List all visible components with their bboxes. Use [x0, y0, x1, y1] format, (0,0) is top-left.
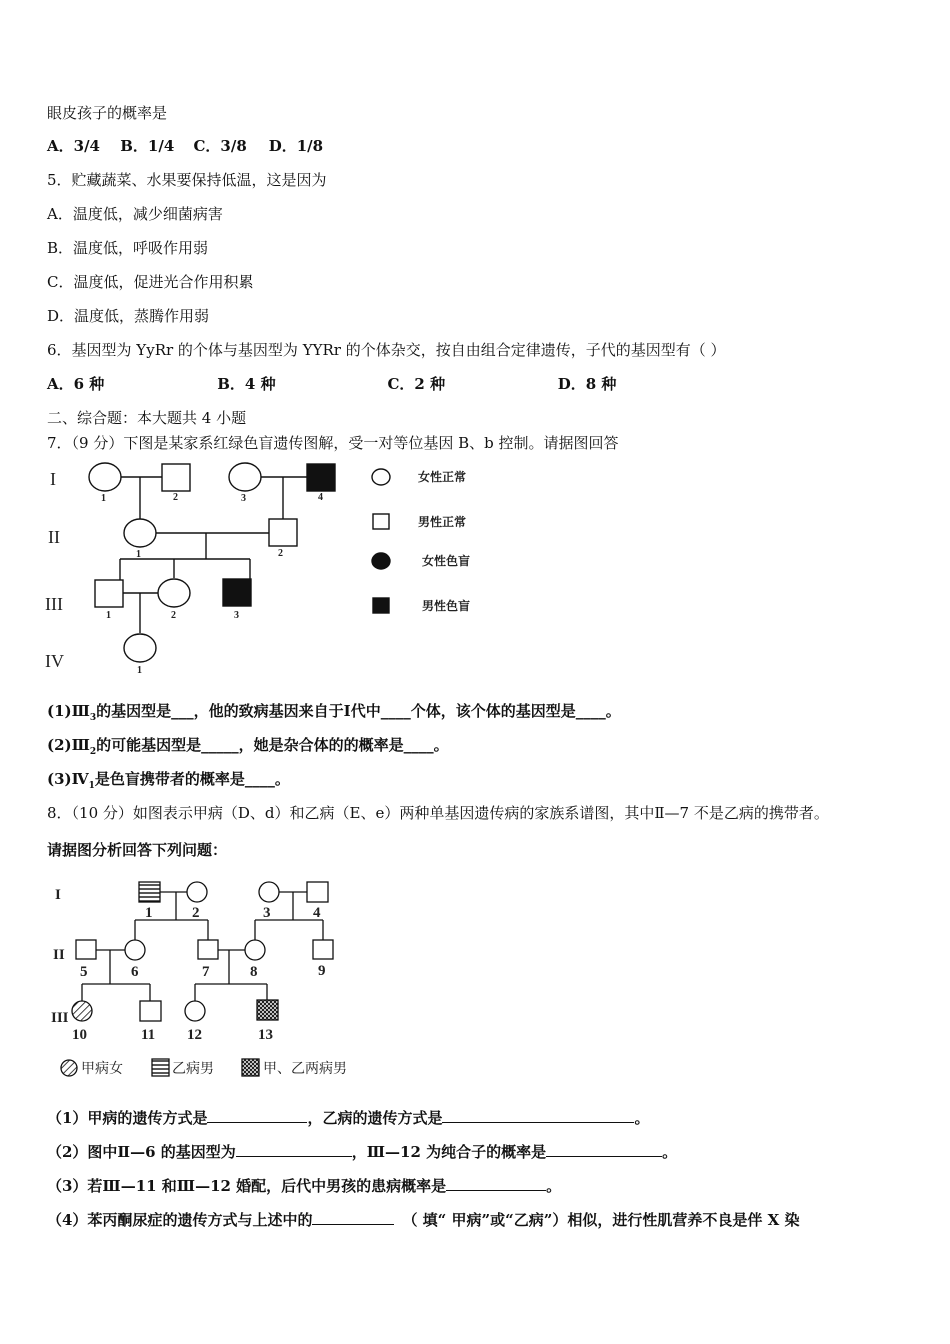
- q8-label-9: 9: [318, 963, 326, 979]
- q8-iii12-female-normal: [185, 1001, 205, 1021]
- q8-ii5-male-normal: [76, 940, 96, 959]
- q8-ii7-male-normal: [198, 940, 218, 959]
- q7-i1-female-normal: [89, 463, 121, 491]
- q8-label-12: 12: [187, 1027, 202, 1043]
- q7-label-i4: 4: [318, 492, 323, 503]
- q7-legend-male-colorblind: 男性色盲: [422, 599, 471, 613]
- q7-legend-female-normal: 女性正常: [418, 470, 467, 484]
- q7-legend-male-colorblind-icon: [373, 598, 389, 613]
- q7-iv1-female-normal: [124, 634, 156, 662]
- q7-sub3-subscript: 1: [88, 781, 95, 791]
- q5-stem: 5．贮藏蔬菜、水果要保持低温，这是因为: [47, 171, 327, 189]
- q8-sub4-blank[interactable]: [312, 1210, 394, 1225]
- q8-label-11: 11: [141, 1027, 156, 1043]
- q8-sub2-blank2[interactable]: [546, 1142, 662, 1157]
- q8-legend-both-male-icon: [242, 1059, 259, 1076]
- q8-label-5: 5: [80, 964, 88, 980]
- q4-option-d: D．1/8: [268, 137, 324, 155]
- q8-sub3-b: 。: [546, 1177, 562, 1195]
- q8-stem2: 请据图分析回答下列问题：: [47, 841, 228, 859]
- q8-sub3-a: （3）若Ⅲ—11 和Ⅲ—12 婚配，后代中男孩的患病概率是: [47, 1177, 447, 1195]
- q6-option-a: A．6 种: [47, 375, 105, 393]
- q7-pedigree: [40, 455, 520, 685]
- q8-sub2-a: （2）图中Ⅱ—6 的基因型为: [47, 1143, 236, 1161]
- q8-legend-disease-b-male-icon: [152, 1059, 169, 1076]
- q6-option-b: B．4 种: [217, 375, 276, 393]
- q8-stem: 8．（10 分）如图表示甲病（D、d）和乙病（E、e）两种单基因遗传病的家族系谱图，其中Ⅱ—7 不是乙病的携带者。: [47, 804, 829, 822]
- q7-ii2-male-normal: [269, 519, 297, 546]
- q8-sub3-blank[interactable]: [446, 1176, 546, 1191]
- q7-legend-female-colorblind-icon: [372, 553, 390, 569]
- q8-label-10: 10: [72, 1027, 87, 1043]
- q7-legend-male-normal-icon: [373, 514, 389, 529]
- q7-label-iv1: 1: [137, 665, 142, 676]
- q4-option-c: C．3/8: [193, 137, 247, 155]
- q8-i2-female-normal: [187, 882, 207, 902]
- q8-label-1: 1: [145, 905, 153, 921]
- q8-sub2-c: 。: [662, 1143, 678, 1161]
- q8-pedigree: [45, 872, 375, 1087]
- q6-options: [47, 374, 616, 394]
- q8-iii10-female-disease-a: [72, 1001, 92, 1021]
- q7-i2-male-normal: [162, 464, 190, 491]
- q8-i4-male-normal: [307, 882, 328, 902]
- q7-i3-female-normal: [229, 463, 261, 491]
- q7-iii3-male-colorblind: [223, 579, 251, 606]
- q8-gen-ii: II: [53, 947, 65, 963]
- q8-label-8: 8: [250, 964, 258, 980]
- q8-ii9-male-normal: [313, 940, 333, 959]
- q7-label-iii1: 1: [106, 610, 111, 621]
- q4-stem-tail: 眼皮孩子的概率是: [47, 104, 168, 122]
- q8-iii11-male-normal: [140, 1001, 161, 1021]
- q8-label-6: 6: [131, 964, 139, 980]
- q8-sub2-blank1[interactable]: [236, 1142, 352, 1157]
- q8-iii13-male-both-diseases: [257, 1000, 278, 1020]
- q7-legend-female-normal-icon: [372, 469, 390, 485]
- q4-options: [47, 136, 323, 156]
- q7-sub3: [47, 769, 290, 796]
- q8-sub1-b: ，乙病的遗传方式是: [307, 1109, 443, 1127]
- q7-sub1: [47, 701, 621, 728]
- q7-sub2: [47, 735, 449, 762]
- q7-label-iii3: 3: [234, 610, 239, 621]
- q8-label-3: 3: [263, 905, 271, 921]
- q8-gen-i: I: [55, 887, 61, 903]
- q6-option-d: D．8 种: [557, 375, 617, 393]
- q8-label-2: 2: [192, 905, 200, 921]
- q8-sub4-b: （ 填“ 甲病”或“乙病”）相似，进行性肌营养不良是伴 X 染: [402, 1211, 800, 1229]
- q8-gen-iii: III: [51, 1010, 69, 1026]
- q5-option-d: D．温度低，蒸腾作用弱: [47, 307, 210, 325]
- q8-sub1-blank1[interactable]: [207, 1108, 307, 1123]
- q7-sub2-text: 的可能基因型是_____，她是杂合体的的概率是____。: [96, 736, 449, 754]
- q8-legend-both-male: 甲、乙两病男: [263, 1062, 347, 1077]
- q8-sub1-blank2[interactable]: [442, 1108, 634, 1123]
- q7-sub1-subscript: 3: [89, 713, 97, 723]
- q8-i3-female-normal: [259, 882, 279, 902]
- q6-option-c: C．2 种: [387, 375, 446, 393]
- q8-sub3: [47, 1176, 561, 1196]
- q7-label-i2: 2: [173, 492, 178, 503]
- q8-ii6-female-normal: [125, 940, 145, 960]
- q4-option-b: B．1/4: [120, 137, 175, 155]
- q7-stem: 7．（9 分）下图是某家系红绿色盲遗传图解，受一对等位基因 B、b 控制。请据图回答: [47, 434, 619, 452]
- q8-label-4: 4: [313, 905, 321, 921]
- q8-ii8-female-normal: [245, 940, 265, 960]
- q7-sub3-text: 是色盲携带者的概率是____。: [94, 770, 290, 788]
- q7-sub2-subscript: 2: [89, 747, 97, 757]
- q7-gen-iv: IV: [45, 651, 64, 671]
- q7-gen-ii: II: [48, 527, 60, 547]
- q7-iii2-female-normal: [158, 579, 190, 607]
- q7-label-i1: 1: [101, 493, 106, 504]
- section-title: 二、综合题：本大题共 4 小题: [47, 409, 247, 427]
- q5-option-c: C．温度低，促进光合作用积累: [47, 273, 254, 291]
- q7-ii1-female-normal: [124, 519, 156, 547]
- q8-legend-disease-b-male: 乙病男: [172, 1062, 214, 1077]
- q5-option-b: B．温度低，呼吸作用弱: [47, 239, 209, 257]
- q7-label-ii1: 1: [136, 549, 141, 560]
- q8-legend-disease-a-female: 甲病女: [81, 1062, 123, 1077]
- q8-sub2: [47, 1142, 677, 1162]
- q7-legend-female-colorblind: 女性色盲: [422, 554, 471, 568]
- q7-label-iii2: 2: [171, 610, 176, 621]
- q8-sub4: [47, 1210, 800, 1230]
- q5-option-a: A．温度低，减少细菌病害: [47, 205, 223, 223]
- q7-sub1-prefix: (1)Ⅲ: [47, 702, 90, 720]
- q8-legend-disease-a-female-icon: [61, 1060, 77, 1076]
- q8-i1-male-disease-b: [139, 882, 160, 902]
- q7-gen-iii: III: [45, 594, 63, 614]
- q7-label-i3: 3: [241, 493, 246, 504]
- q7-label-ii2: 2: [278, 548, 283, 559]
- q7-i4-male-colorblind: [307, 464, 335, 491]
- q6-stem: 6．基因型为 YyRr 的个体与基因型为 YYRr 的个体杂交，按自由组合定律遗传，子代的基因型有（ ）: [47, 341, 726, 359]
- q7-sub1-text: 的基因型是___，他的致病基因来自于Ⅰ代中____个体，该个体的基因型是____。: [96, 702, 621, 720]
- q7-legend-male-normal: 男性正常: [418, 515, 467, 529]
- q8-sub1-c: 。: [634, 1109, 650, 1127]
- q7-iii1-male-normal: [95, 580, 123, 607]
- q8-sub1: [47, 1108, 649, 1128]
- q4-option-a: A．3/4: [47, 137, 100, 155]
- q8-label-7: 7: [202, 964, 210, 980]
- q7-gen-i: I: [50, 469, 56, 489]
- q7-sub2-prefix: (2)Ⅲ: [47, 736, 90, 754]
- q8-label-13: 13: [258, 1027, 273, 1043]
- q8-sub1-a: （1）甲病的遗传方式是: [47, 1109, 208, 1127]
- q7-sub3-prefix: (3)Ⅳ: [47, 770, 89, 788]
- q8-sub4-a: （4）苯丙酮尿症的遗传方式与上述中的: [47, 1211, 313, 1229]
- q8-sub2-b: ，Ⅲ—12 为纯合子的概率是: [351, 1143, 547, 1161]
